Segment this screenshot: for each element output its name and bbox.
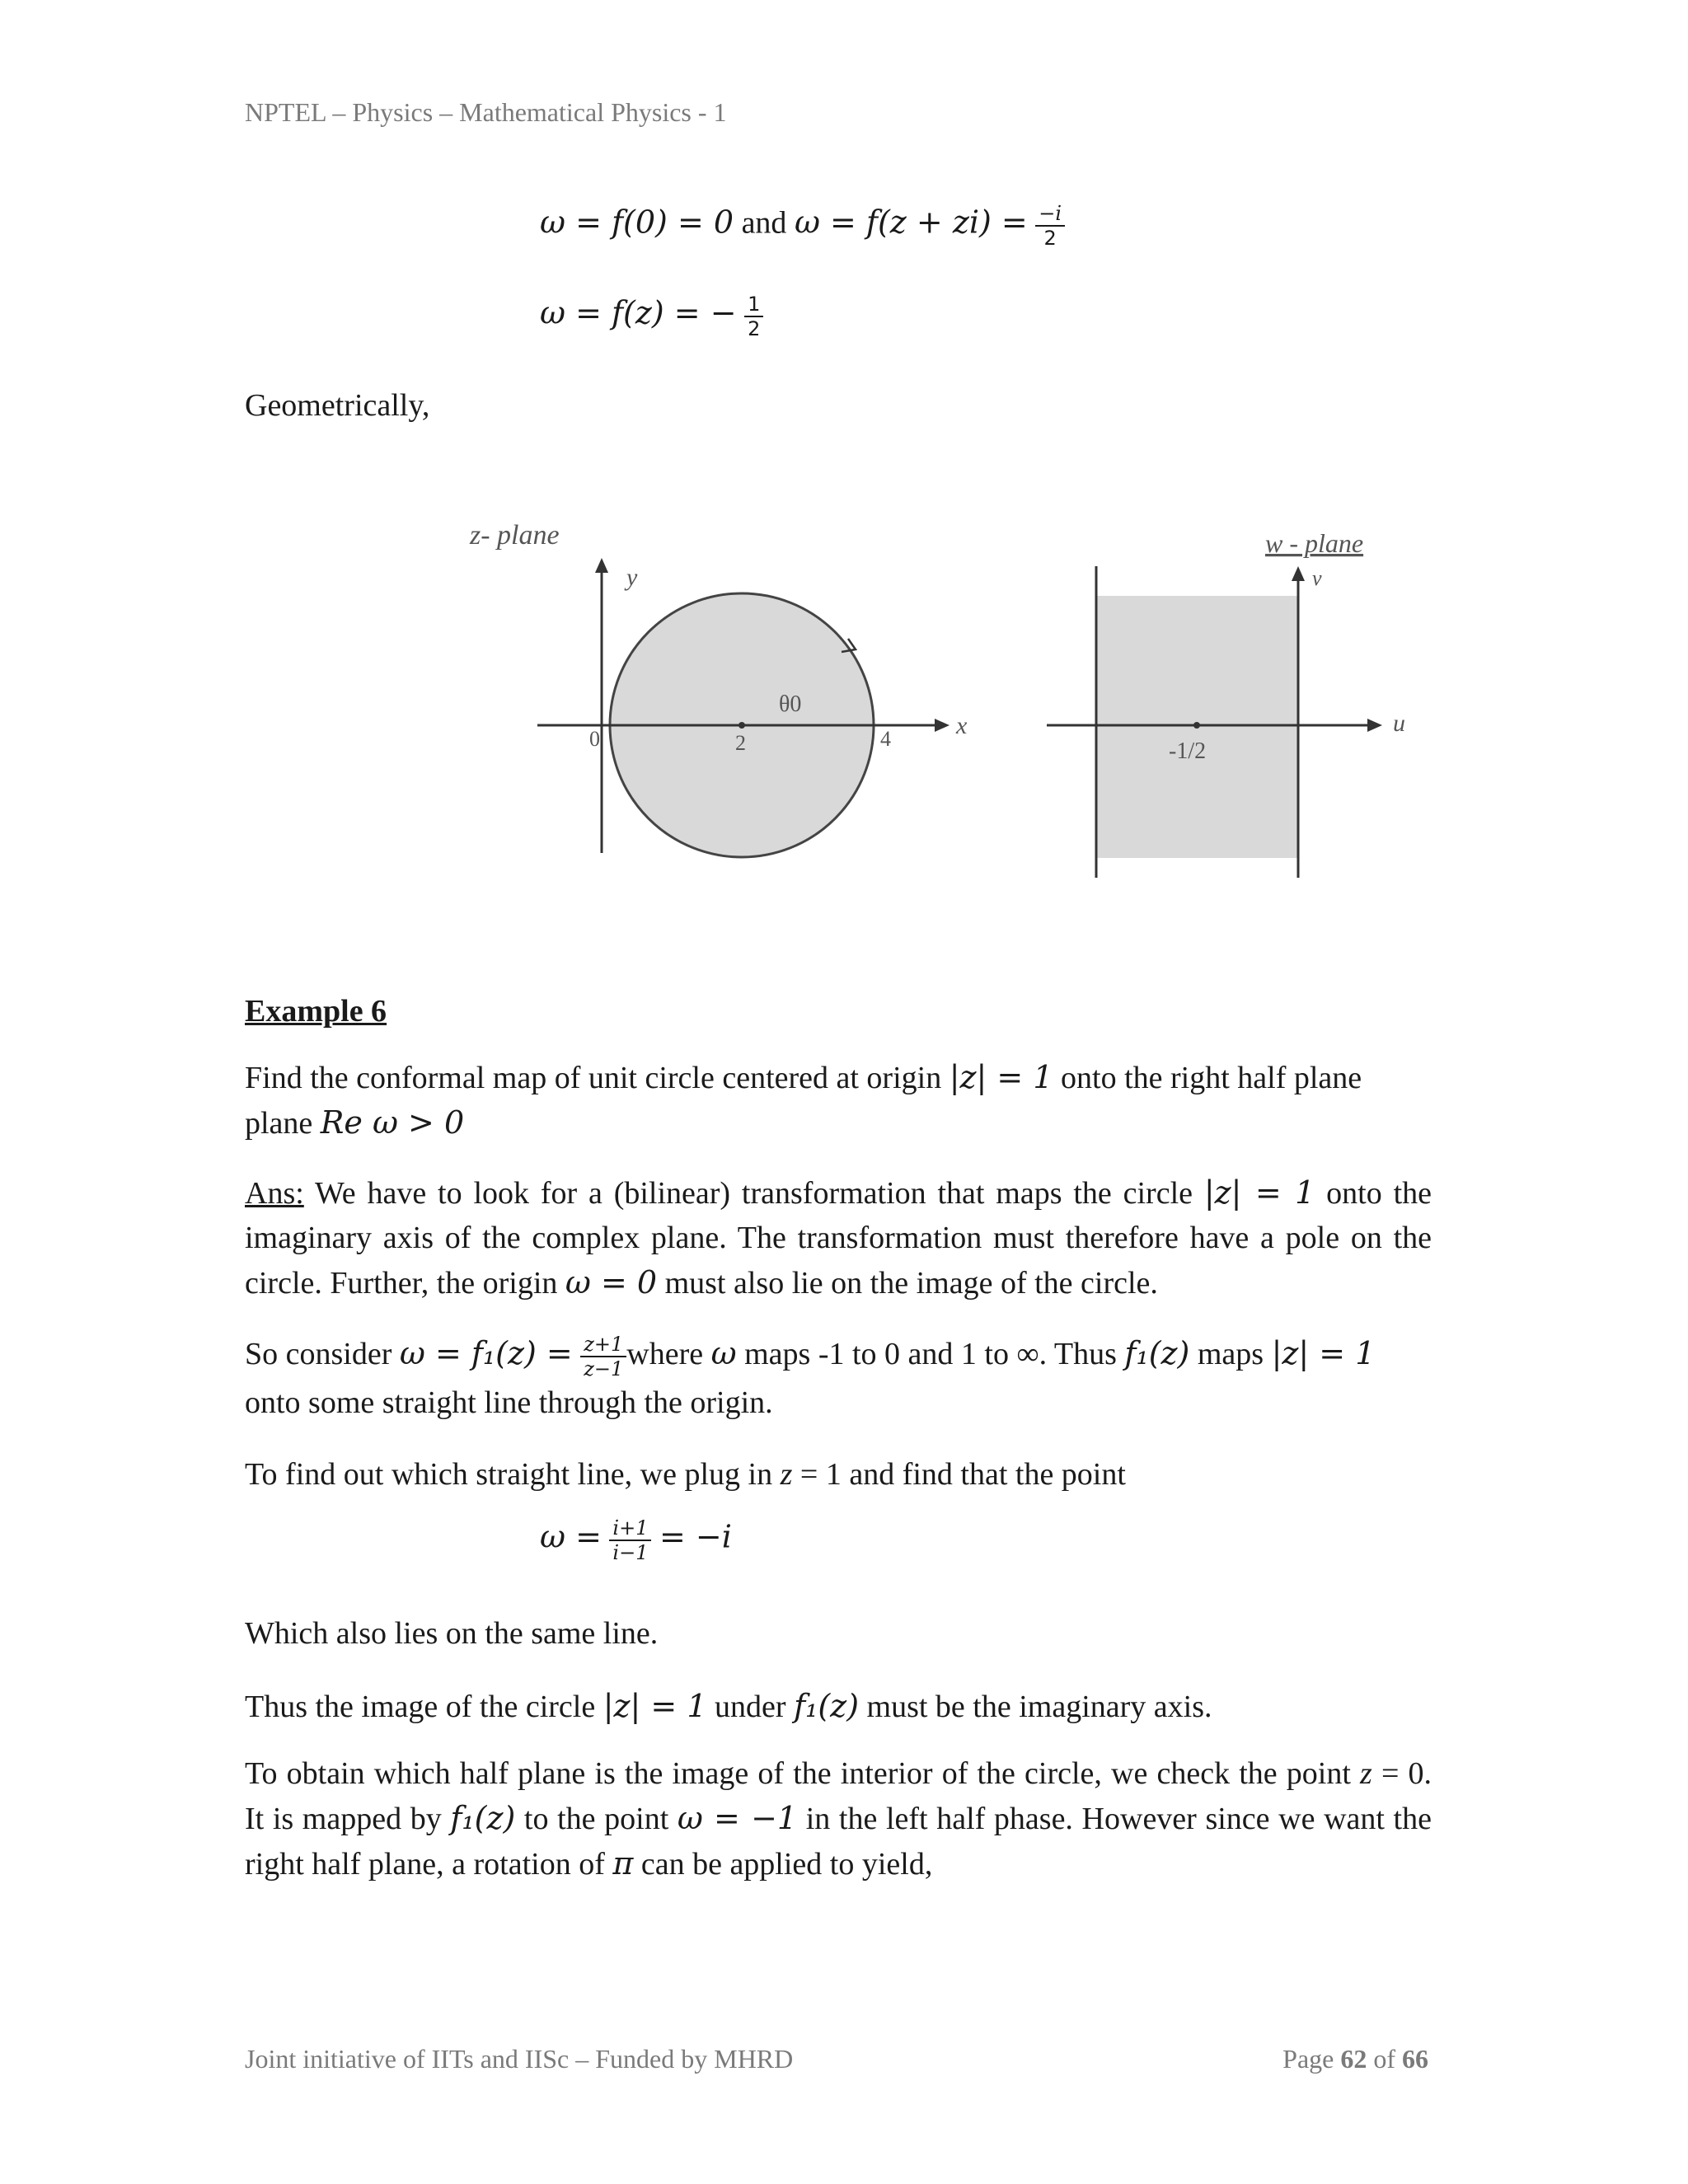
- of-word: of: [1373, 2044, 1395, 2074]
- so-text-c: where: [626, 1337, 711, 1371]
- so-fraction: [580, 1333, 626, 1380]
- x-axis-arrow-icon: [935, 719, 950, 732]
- z-plane-label: z- plane: [470, 520, 560, 551]
- eq1-mid: ω = f(z + zi) =: [794, 204, 1028, 241]
- eq3-fraction: [609, 1516, 651, 1564]
- example-heading: Example 6: [245, 994, 387, 1029]
- obtain-text-f: ω = −1: [677, 1800, 798, 1836]
- eq3-den: i−1: [609, 1540, 651, 1564]
- answer-paragraph: [245, 1170, 1432, 1305]
- obtain-text-h: π: [612, 1845, 634, 1882]
- eq1-num: −i: [1039, 202, 1062, 225]
- eq2-den: 2: [744, 316, 763, 340]
- eq3-rhs: = −i: [659, 1518, 732, 1555]
- tick-0: 0: [589, 727, 600, 751]
- thus-text-b: |z| = 1: [603, 1688, 707, 1724]
- tick-4: 4: [880, 727, 891, 751]
- obtain-text-i: can be applied to yield,: [633, 1847, 933, 1882]
- problem-text-a: Find the conformal map of unit circle centered at origin: [245, 1061, 950, 1095]
- obtain-text-d: f₁(z): [450, 1800, 516, 1836]
- eq3-lhs: ω =: [540, 1518, 602, 1555]
- eq3-num: i+1: [612, 1516, 649, 1540]
- thus-paragraph: [245, 1684, 1440, 1729]
- obtain-text-e: to the point: [515, 1802, 678, 1836]
- thus-text-a: Thus the image of the circle: [245, 1690, 603, 1724]
- page-total: 66: [1402, 2044, 1428, 2074]
- answer-text-a: We have to look for a (bilinear) transformation that maps the circle: [303, 1176, 1204, 1211]
- so-num: z+1: [584, 1333, 624, 1357]
- so-text-e: maps -1 to 0 and 1 to ∞. Thus: [736, 1337, 1125, 1371]
- find-text-b: z: [780, 1457, 793, 1492]
- so-text-g: maps: [1189, 1337, 1272, 1371]
- so-text-f: f₁(z): [1124, 1335, 1190, 1371]
- problem-text-c: onto the right half plane: [1053, 1061, 1362, 1095]
- page-current: 62: [1340, 2044, 1367, 2074]
- obtain-text-c: = 0. It is mapped by: [245, 1756, 1432, 1836]
- answer-text-d: ω = 0: [565, 1264, 658, 1301]
- y-axis-label: y: [626, 564, 638, 591]
- y-axis-arrow-icon: [595, 558, 608, 573]
- w-plane-label: w - plane: [1265, 528, 1364, 558]
- so-line-2: onto some straight line through the origin.: [245, 1385, 773, 1421]
- obtain-paragraph: [245, 1751, 1432, 1886]
- u-axis-label: u: [1393, 710, 1405, 737]
- problem-statement: [245, 1055, 1440, 1146]
- answer-text-e: must also lie on the image of the circle.: [657, 1266, 1158, 1301]
- so-text-h: |z| = 1: [1271, 1335, 1376, 1371]
- equation-3: [540, 1516, 732, 1564]
- eq1-fraction: [1035, 202, 1065, 250]
- find-paragraph: [245, 1452, 1440, 1497]
- theta-label: θ0: [779, 691, 802, 717]
- problem-text-d: plane: [245, 1106, 321, 1141]
- thus-text-d: f₁(z): [794, 1688, 860, 1724]
- page-word: Page: [1282, 2044, 1334, 2074]
- consider-paragraph: [245, 1331, 1440, 1425]
- eq2-lhs: ω = f(z) = −: [540, 294, 737, 331]
- find-text-a: To find out which straight line, we plug in: [245, 1457, 781, 1492]
- answer-text-b: |z| = 1: [1203, 1174, 1315, 1211]
- page-header: NPTEL – Physics – Mathematical Physics - 1: [245, 97, 727, 127]
- w-point-marker: [1193, 722, 1200, 729]
- answer-text-c: onto the imaginary axis of the complex plane. The transformation must therefore have a pole on the circle. Further, the origin: [245, 1176, 1432, 1301]
- so-text-b: ω = f₁(z) =: [399, 1335, 573, 1371]
- obtain-text-a: To obtain which half plane is the image of the interior of the circle, we check the point: [245, 1756, 1361, 1791]
- u-axis-arrow-icon: [1367, 719, 1382, 732]
- w-point-label: -1/2: [1169, 738, 1207, 764]
- geometrically-text: Geometrically,: [245, 388, 430, 423]
- so-text-d: ω: [710, 1335, 737, 1371]
- obtain-text-g: in the left half phase. However since we want the right half plane, a rotation of: [245, 1802, 1432, 1882]
- eq1-and: and: [741, 205, 787, 241]
- find-text-c: = 1 and find that the point: [792, 1457, 1126, 1492]
- footer-left: Joint initiative of IITs and IISc – Funded by MHRD: [245, 2044, 794, 2074]
- answer-label: Ans:: [245, 1176, 304, 1211]
- center-point: [738, 722, 745, 729]
- eq2-fraction: [744, 293, 763, 340]
- equation-2: [540, 293, 763, 340]
- eq1-den: 2: [1035, 225, 1065, 250]
- eq2-num: 1: [748, 293, 761, 316]
- page-number: [1282, 2044, 1428, 2074]
- v-axis-arrow-icon: [1292, 566, 1305, 581]
- x-axis-label: x: [956, 712, 968, 739]
- problem-text-b: |z| = 1: [949, 1059, 1053, 1095]
- so-den: z−1: [580, 1356, 626, 1380]
- equation-1: [540, 202, 1065, 250]
- eq1-lhs: ω = f(0) = 0: [540, 204, 734, 241]
- v-axis-label: v: [1312, 566, 1322, 590]
- also-text: Which also lies on the same line.: [245, 1616, 659, 1651]
- problem-text-e: Re ω > 0: [320, 1104, 465, 1141]
- thus-text-c: under: [706, 1690, 795, 1724]
- so-text-a: So consider: [245, 1337, 400, 1371]
- tick-2: 2: [735, 731, 746, 755]
- thus-text-e: must be the imaginary axis.: [859, 1690, 1212, 1724]
- conformal-map-figure: [445, 507, 1418, 902]
- obtain-text-b: z: [1360, 1756, 1372, 1791]
